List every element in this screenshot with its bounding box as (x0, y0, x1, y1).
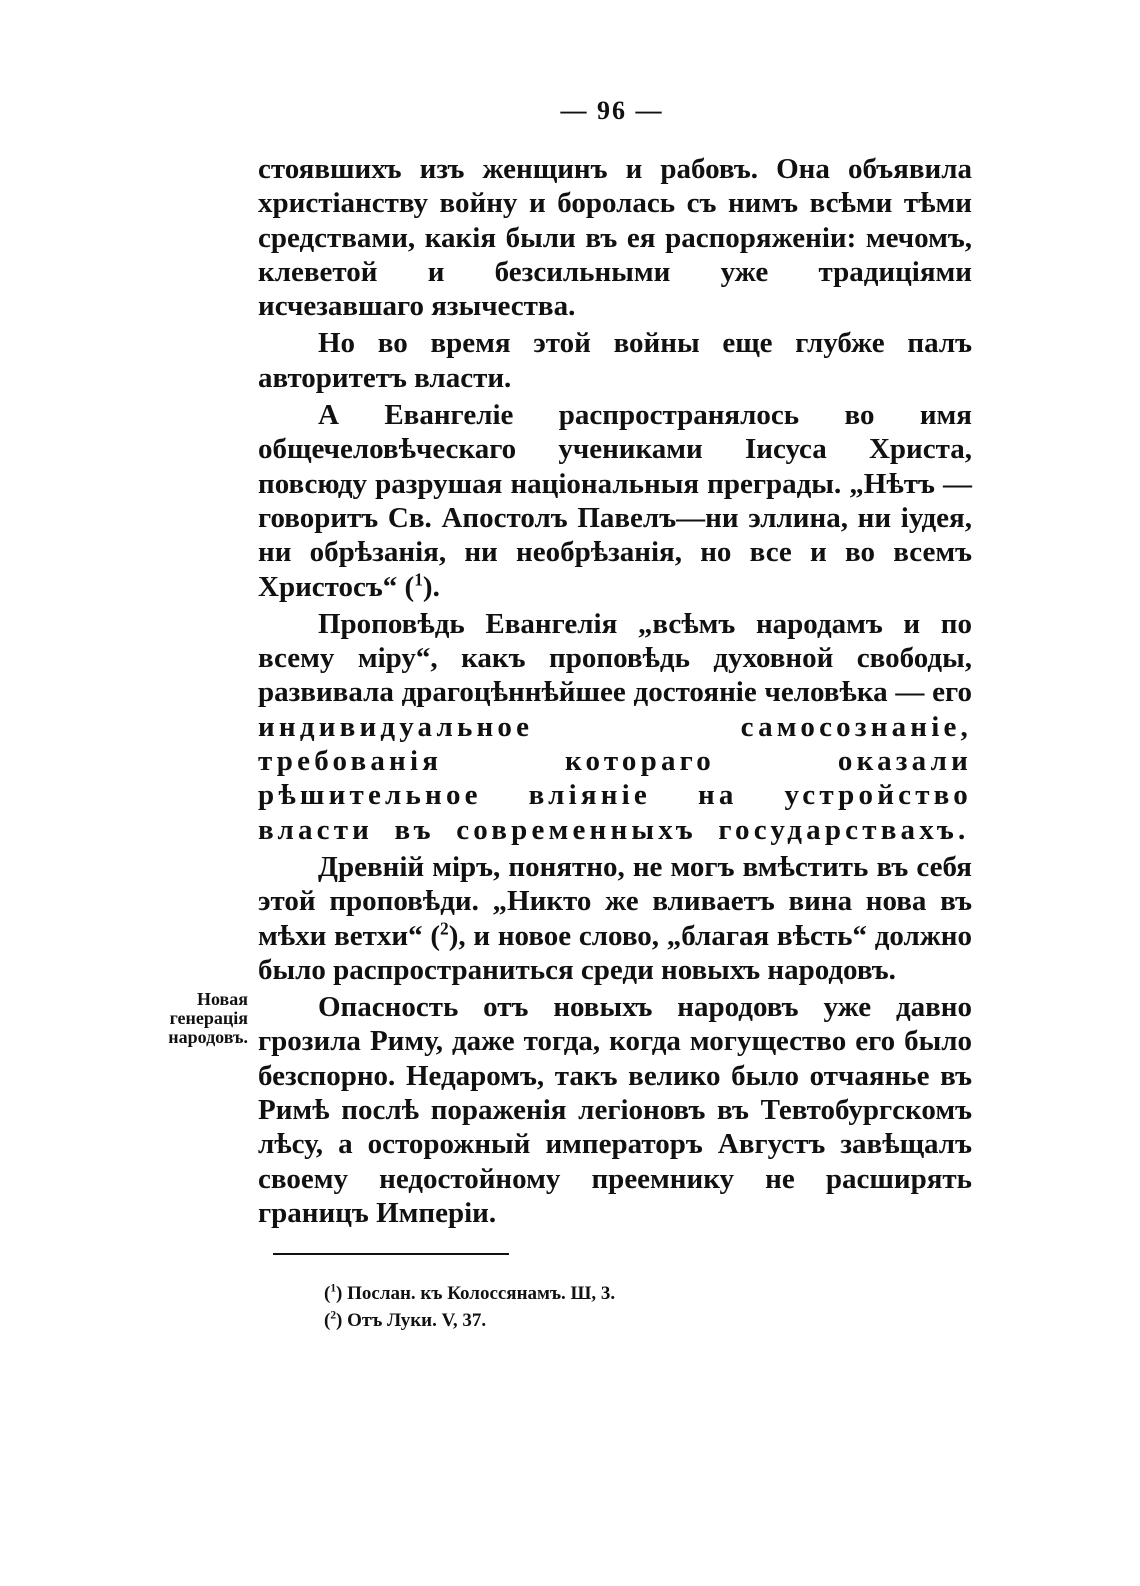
footnote-open-paren: ( (324, 1310, 331, 1331)
paragraph-ancient-world-text: Древній міръ, понятно, не могъ вмѣстить въ себя этой проповѣди. „Никто же вливаетъ вина нова въ мѣхи ветхи“ ( (258, 850, 972, 952)
paragraph-preaching (258, 607, 972, 847)
paragraph-preaching-emphasis: индивидуальное самосознаніе, требованія котораго оказали рѣшительное вліяніе на устройство власти въ современныхъ государствахъ. (258, 710, 972, 846)
paragraph-gospel-ref-close: ). (422, 570, 440, 603)
footnote-ref-2[interactable]: 2 (440, 917, 449, 938)
page-number: — 96 — (560, 96, 664, 125)
paragraph-danger: Опасность отъ новыхъ народовъ уже давно грозила Риму, даже тогда, когда могущество его было безспорно. Недаромъ, такъ велико было отчаянье въ Римѣ послѣ пораженія легіоновъ въ Тевтобургскомъ лѣсу, а осторожный императоръ Августъ завѣщалъ своему недостойному преемнику не расширять границъ Имперіи. (258, 991, 972, 1229)
footnote-divider (273, 1253, 509, 1255)
margin-note: Новая генерація народовъ. (168, 989, 248, 1047)
footnote-item (324, 1307, 964, 1334)
main-text (258, 152, 972, 1230)
footnote-marker: 1 (330, 1282, 337, 1295)
footnote-text: Послан. къ Колоссянамъ. Ш, 3. (347, 1283, 616, 1304)
paragraph-authority: Но во время этой войны еще глубже палъ авторитетъ власти. (258, 327, 972, 394)
paragraph-gospel-text: А Евангеліе распространялось во имя общечеловѣческаго учениками Іисуса Христа, повсюду разрушая національныя преграды. „Нѣтъ — говоритъ Св. Апостолъ Павелъ—ни эллина, ни іудея, ни обрѣзанія, ни необрѣзанія, но все и во всемъ Христосъ“ ( (258, 399, 972, 603)
footnotes (324, 1280, 964, 1334)
paragraph-ancient-world-tail: ), и новое слово, „благая вѣсть“ должно было распространиться среди новыхъ народовъ. (258, 919, 972, 986)
paragraph-gospel (258, 398, 972, 604)
footnote-close-paren: ) (336, 1310, 343, 1331)
footnote-item (324, 1280, 964, 1307)
paragraph-continuation: стоявшихъ изъ женщинъ и рабовъ. Она объявила христіанству войну и боролась съ нимъ всѣми тѣми средствами, какія были въ ея распоряженіи: мечомъ, клеветой и безсильными уже традиціями исчезавшаго язычества. (258, 153, 972, 323)
footnote-close-paren: ) (336, 1283, 343, 1304)
footnote-ref-1[interactable]: 1 (414, 568, 423, 589)
paragraph-ancient-world (258, 850, 972, 987)
footnote-marker: 2 (330, 1309, 337, 1322)
footnote-open-paren: ( (324, 1283, 331, 1304)
paragraph-preaching-text: Проповѣдь Евангелія „всѣмъ народамъ и по всему міру“, какъ проповѣдь духовной свободы, развивала драгоцѣннѣйшее достояніе человѣка — его (258, 607, 972, 709)
footnote-text: Отъ Луки. V, 37. (347, 1310, 487, 1331)
